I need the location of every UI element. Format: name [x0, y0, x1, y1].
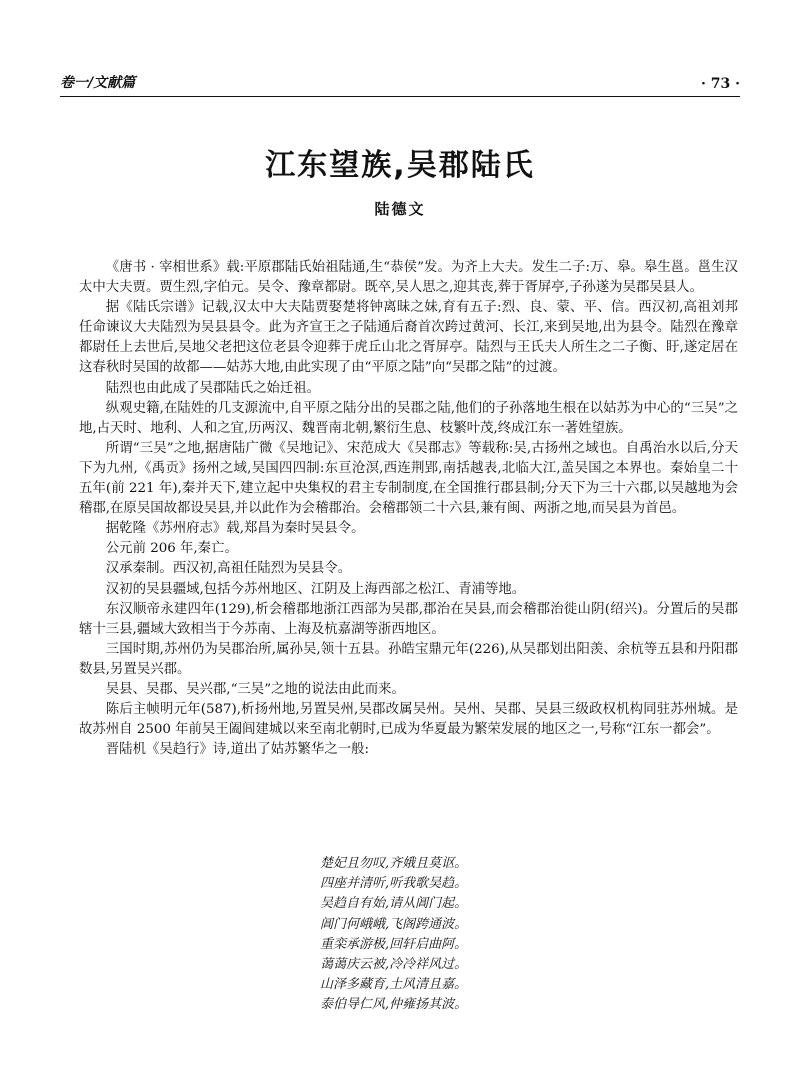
page-number: · 73 ·: [701, 76, 740, 92]
poem-line: 蔼蔼庆云被,冷冷祥风过。: [320, 957, 468, 973]
paragraph: 公元前 206 年,秦亡。: [105, 541, 238, 557]
paragraph: 据《陆氏宗谱》记载,汉太中大夫陆贾娶楚将钟离昧之妹,育有五子:烈、良、蒙、平、信。西汉初,高祖刘邦任命谏议大夫陆烈为吴县县令。此为齐宣王之子陆通后裔首次跨过黄河、长江,来到吴地,出为县令。陆烈在豫章都尉任上去世后,吴地父老把这位老县令迎葬于虎丘山北之胥屏亭。陆烈与王氏夫人所生之二子衡、盱,遂定居在这春秋时吴国的故都——姑苏大地,由此实现了由“平原之陆”向“吴郡之陆”的过渡。: [79, 300, 738, 376]
paragraph: 据乾隆《苏州府志》载,郑昌为秦时吴县令。: [105, 521, 365, 537]
paragraph: 陈后主帧明元年(587),析扬州地,另置吴州,吴郡改属吴州。吴州、吴郡、吴县三级政权机构同驻苏州城。是故苏州自 2500 年前吴王阖闾建城以来至南北朝时,已成为华夏最为繁荣发展的地区之一,号称“江东一都会”。: [79, 702, 738, 738]
paragraph: 吴县、吴郡、吴兴郡,“三吴”之地的说法由此而来。: [105, 681, 405, 697]
poem-line: 阊门何峨峨,飞阁跨通波。: [320, 916, 468, 932]
poem-line: 泰伯导仁风,仲雍扬其波。: [320, 997, 468, 1013]
poem-line: 四座并清听,听我歌吴趋。: [320, 876, 468, 892]
header-rule: [60, 96, 740, 97]
article-author: 陆德文: [374, 200, 426, 218]
section-title: 卷一/文献篇: [60, 75, 136, 91]
article-body: [79, 258, 738, 760]
paragraph: 东汉顺帝永建四年(129),析会稽郡地浙江西部为吴郡,郡治在吴县,而会稽郡治徙山阴(绍兴)。分置后的吴郡辖十三县,疆域大致相当于今苏南、上海及杭嘉湖等浙西地区。: [79, 601, 738, 637]
poem-line: 山泽多藏育,土风清且嘉。: [320, 977, 468, 993]
poem-line: 重栾承游极,回轩启曲阿。: [320, 936, 468, 952]
poem: [320, 854, 467, 1016]
paragraph: 陆烈也由此成了吴郡陆氏之始迁祖。: [105, 380, 321, 396]
paragraph: 所谓“三吴”之地,据唐陆广微《吴地记》、宋范成大《吴郡志》等载称:吴,古扬州之域也。自禹治水以后,分天下为九州,《禹贡》扬州之域,吴国四四制:东亘沧溟,西连荆郢,南括越表,北临大江,盖吴国之本界也。秦始皇二十五年(前 221 年),秦并天下,建立起中央集权的君主专制制度,在全国推行郡县制;分天下为三十六郡,以吴越地为会稽郡,在原吴国故都设吴县,并以此作为会稽郡治。会稽郡领二十六县,兼有闽、两浙之地,而吴县为首邑。: [79, 440, 738, 517]
paragraph: 汉承秦制。西汉初,高祖任陆烈为吴县令。: [105, 561, 352, 577]
paragraph: 晋陆机《吴趋行》诗,道出了姑苏繁华之一般:: [105, 742, 369, 758]
article-title: 江东望族,吴郡陆氏: [265, 148, 535, 183]
paragraph: 纵观史籍,在陆姓的几支源流中,自平原之陆分出的吴郡之陆,他们的子孙落地生根在以姑苏为中心的“三吴”之地,占天时、地利、人和之宜,历两汉、魏晋南北朝,繁衍生息、枝繁叶茂,终成江东一著姓望族。: [79, 400, 738, 436]
running-header: [60, 68, 740, 92]
poem-line: 楚妃且勿叹,齐娥且莫讴。: [320, 856, 468, 871]
poem-line: 吴趋自有始,请从阊门起。: [320, 896, 468, 912]
paragraph: 《唐书 · 宰相世系》载:平原郡陆氏始祖陆通,生“恭侯”发。为齐上大夫。发生二子:万、皋。皋生邕。邕生汉太中大夫贾。贾生烈,字伯元。吴令、豫章都尉。既卒,吴人思之,迎其丧,葬于胥屏亭,子孙遂为吴郡吴县人。: [79, 260, 738, 296]
paragraph: 汉初的吴县疆域,包括今苏州地区、江阴及上海西部之松江、青浦等地。: [105, 581, 526, 597]
paragraph: 三国时期,苏州仍为吴郡治所,属孙吴,领十五县。孙皓宝鼎元年(226),从吴郡划出阳羡、余杭等五县和丹阳郡数县,另置吴兴郡。: [79, 641, 738, 677]
